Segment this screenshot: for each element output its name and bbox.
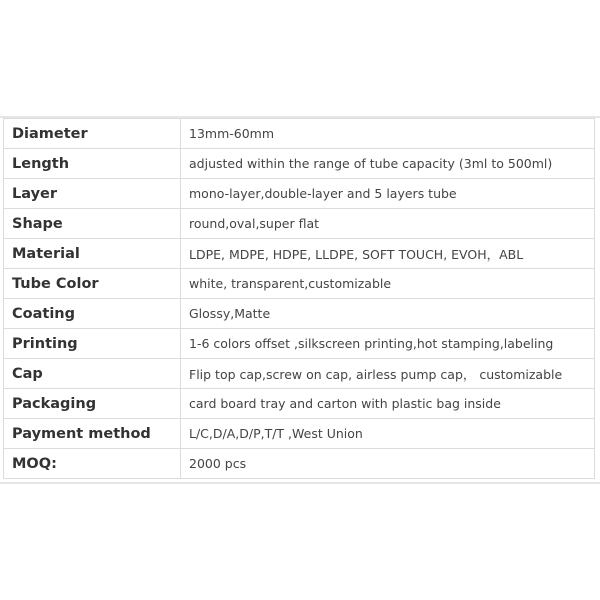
table-row bbox=[4, 119, 595, 149]
row-value: round,oval,super flat bbox=[181, 209, 595, 239]
row-label: Tube Color bbox=[4, 269, 181, 299]
row-label: Material bbox=[4, 239, 181, 269]
row-value: L/C,D/A,D/P,T/T ,West Union bbox=[181, 419, 595, 449]
row-value: Flip top cap,screw on cap, airless pump cap， customizable bbox=[181, 359, 595, 389]
row-value: 2000 pcs bbox=[181, 449, 595, 479]
row-value: card board tray and carton with plastic bag inside bbox=[181, 389, 595, 419]
row-label: Payment method bbox=[4, 419, 181, 449]
table-row bbox=[4, 239, 595, 269]
row-value: mono-layer,double-layer and 5 layers tube bbox=[181, 179, 595, 209]
row-label: Printing bbox=[4, 329, 181, 359]
row-label: Packaging bbox=[4, 389, 181, 419]
row-label: Coating bbox=[4, 299, 181, 329]
table-row bbox=[4, 269, 595, 299]
row-value: Glossy,Matte bbox=[181, 299, 595, 329]
table-row bbox=[4, 149, 595, 179]
row-value: LDPE, MDPE, HDPE, LLDPE, SOFT TOUCH, EVOH，ABL bbox=[181, 239, 595, 269]
table-row bbox=[4, 449, 595, 479]
table-row bbox=[4, 179, 595, 209]
row-value: 1-6 colors offset ,silkscreen printing,hot stamping,labeling bbox=[181, 329, 595, 359]
table-row bbox=[4, 389, 595, 419]
row-label: Shape bbox=[4, 209, 181, 239]
row-value: 13mm-60mm bbox=[181, 119, 595, 149]
table-row bbox=[4, 299, 595, 329]
table-row bbox=[4, 329, 595, 359]
table-row bbox=[4, 359, 595, 389]
row-value: white, transparent,customizable bbox=[181, 269, 595, 299]
row-value: adjusted within the range of tube capacity (3ml to 500ml) bbox=[181, 149, 595, 179]
row-label: Layer bbox=[4, 179, 181, 209]
bottom-divider bbox=[0, 482, 600, 484]
row-label: Diameter bbox=[4, 119, 181, 149]
table-row bbox=[4, 419, 595, 449]
row-label: MOQ: bbox=[4, 449, 181, 479]
specification-table bbox=[3, 118, 595, 479]
row-label: Length bbox=[4, 149, 181, 179]
row-label: Cap bbox=[4, 359, 181, 389]
table-row bbox=[4, 209, 595, 239]
